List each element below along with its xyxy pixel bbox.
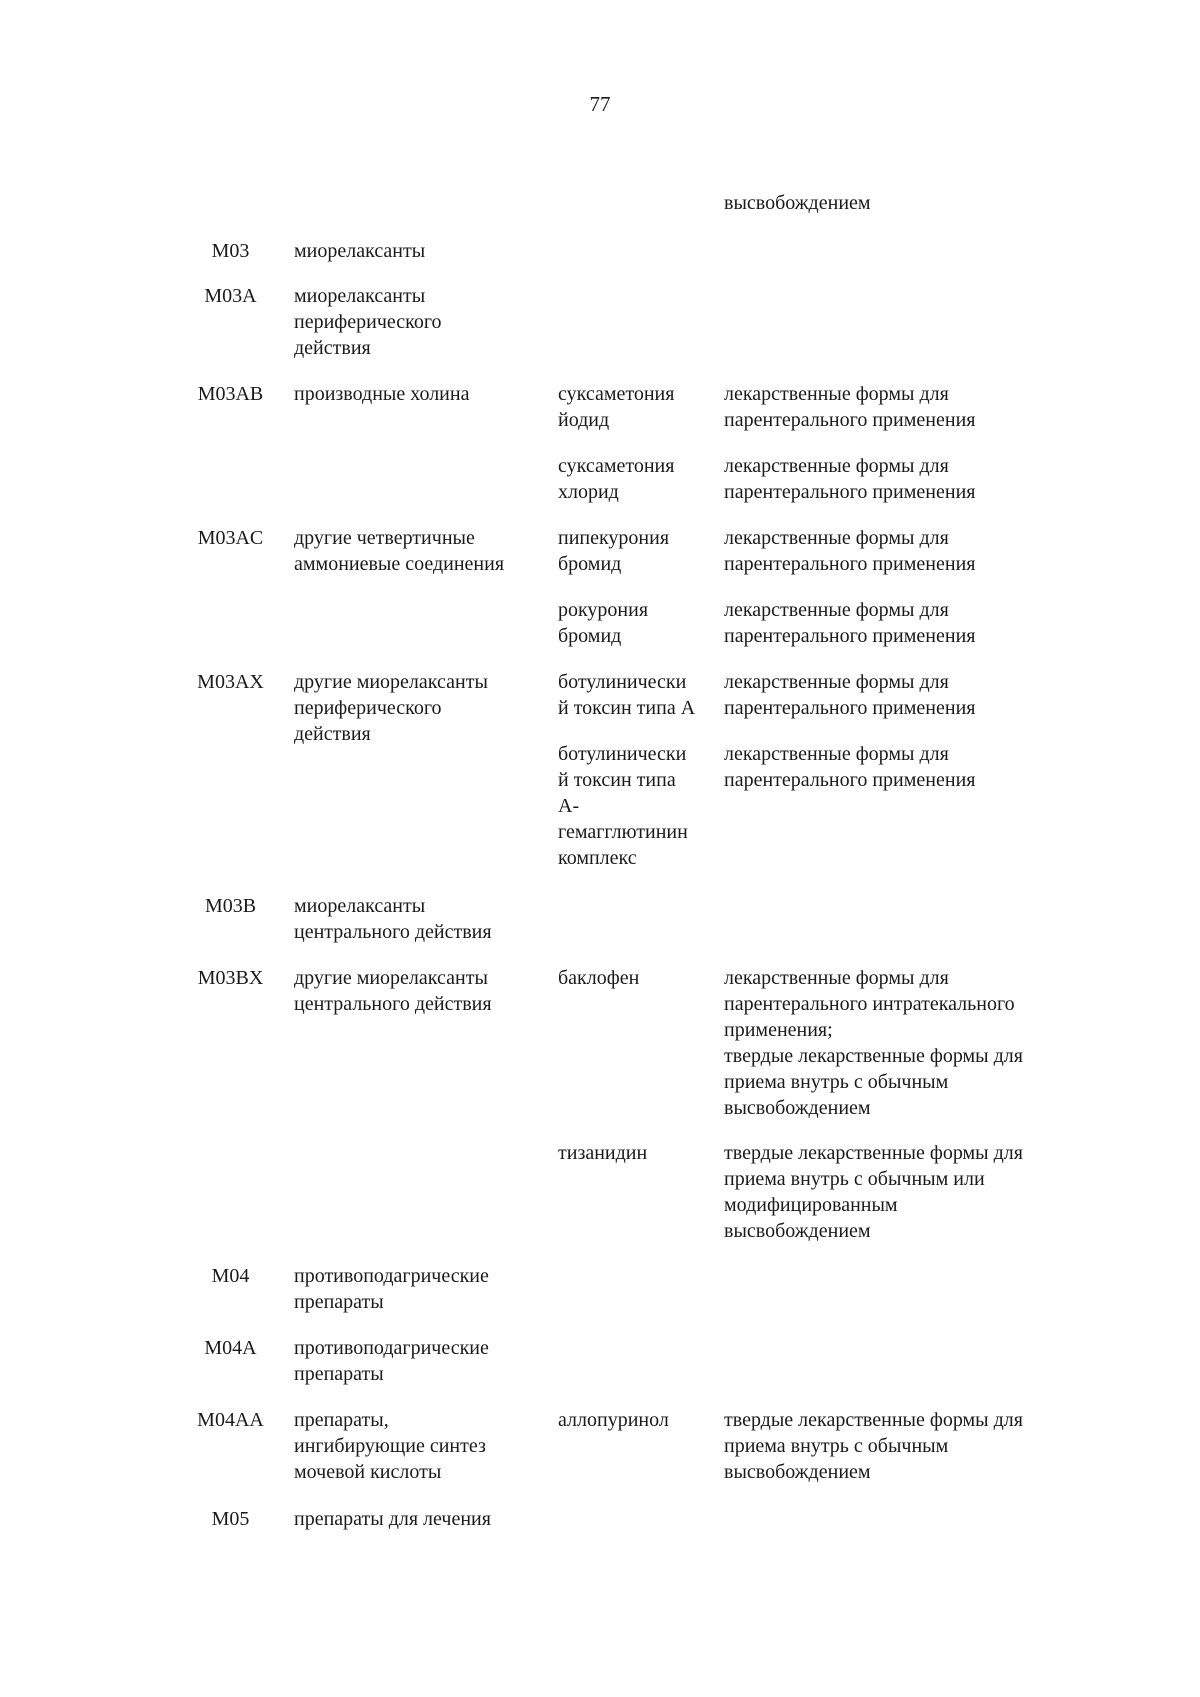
drug-name: суксаметония йодид — [558, 383, 675, 431]
atc-group-name: другие миорелаксанты центрального действия — [294, 967, 492, 1015]
dosage-form: лекарственные формы для парентерального применения — [724, 599, 976, 647]
atc-code: M04 — [211, 1265, 250, 1287]
dosage-form: твердые лекарственные формы для приема внутрь с обычным высвобождением — [724, 1409, 1023, 1483]
drug-name: баклофен — [558, 967, 640, 989]
drug-name: ботулинически й токсин типа А — [558, 671, 696, 719]
atc-group-name: другие четвертичные аммониевые соединения — [294, 527, 505, 575]
atc-group-name: другие миорелаксанты периферического действия — [294, 671, 488, 745]
atc-group-name: противоподагрические препараты — [294, 1337, 489, 1385]
dosage-form: лекарственные формы для парентерального применения — [724, 527, 976, 575]
atc-group-name: производные холина — [294, 383, 470, 405]
atc-group-name: препараты, ингибирующие синтез мочевой кислоты — [294, 1409, 486, 1483]
dosage-form: лекарственные формы для парентерального интратекального применения; твердые лекарственные формы для приема внутрь с обычным высвобождением — [724, 967, 1023, 1119]
atc-group-name: миорелаксанты периферического действия — [294, 285, 442, 359]
atc-code: M04AA — [197, 1409, 264, 1431]
atc-group-name: противоподагрические препараты — [294, 1265, 489, 1313]
dosage-form: лекарственные формы для парентерального применения — [724, 455, 976, 503]
atc-code: M05 — [211, 1508, 250, 1530]
atc-code: M03AX — [197, 671, 264, 693]
atc-code: M03AB — [197, 383, 264, 405]
atc-group-name: миорелаксанты центрального действия — [294, 895, 492, 943]
atc-code: M04A — [204, 1337, 257, 1359]
atc-code: M03AC — [197, 527, 264, 549]
page-number: 77 — [589, 92, 611, 116]
drug-name: пипекурония бромид — [558, 527, 670, 575]
atc-code: M03 — [211, 240, 250, 262]
drug-name: рокурония бромид — [558, 599, 649, 647]
dosage-form: лекарственные формы для парентерального применения — [724, 671, 976, 719]
atc-code: M03BX — [197, 967, 264, 989]
dosage-form: высвобождением — [724, 192, 871, 214]
dosage-form: лекарственные формы для парентерального применения — [724, 743, 976, 791]
drug-name: тизанидин — [558, 1142, 648, 1164]
atc-group-name: миорелаксанты — [294, 240, 426, 262]
atc-group-name: препараты для лечения — [294, 1508, 491, 1530]
drug-name: суксаметония хлорид — [558, 455, 675, 503]
dosage-form: твердые лекарственные формы для приема внутрь с обычным или модифицированным высвобождением — [724, 1142, 1023, 1242]
atc-code: M03B — [204, 895, 257, 917]
dosage-form: лекарственные формы для парентерального применения — [724, 383, 976, 431]
drug-name: ботулинически й токсин типа А- гемагглютинин комплекс — [558, 743, 688, 869]
drug-name: аллопуринол — [558, 1409, 669, 1431]
atc-code: M03A — [204, 285, 257, 307]
